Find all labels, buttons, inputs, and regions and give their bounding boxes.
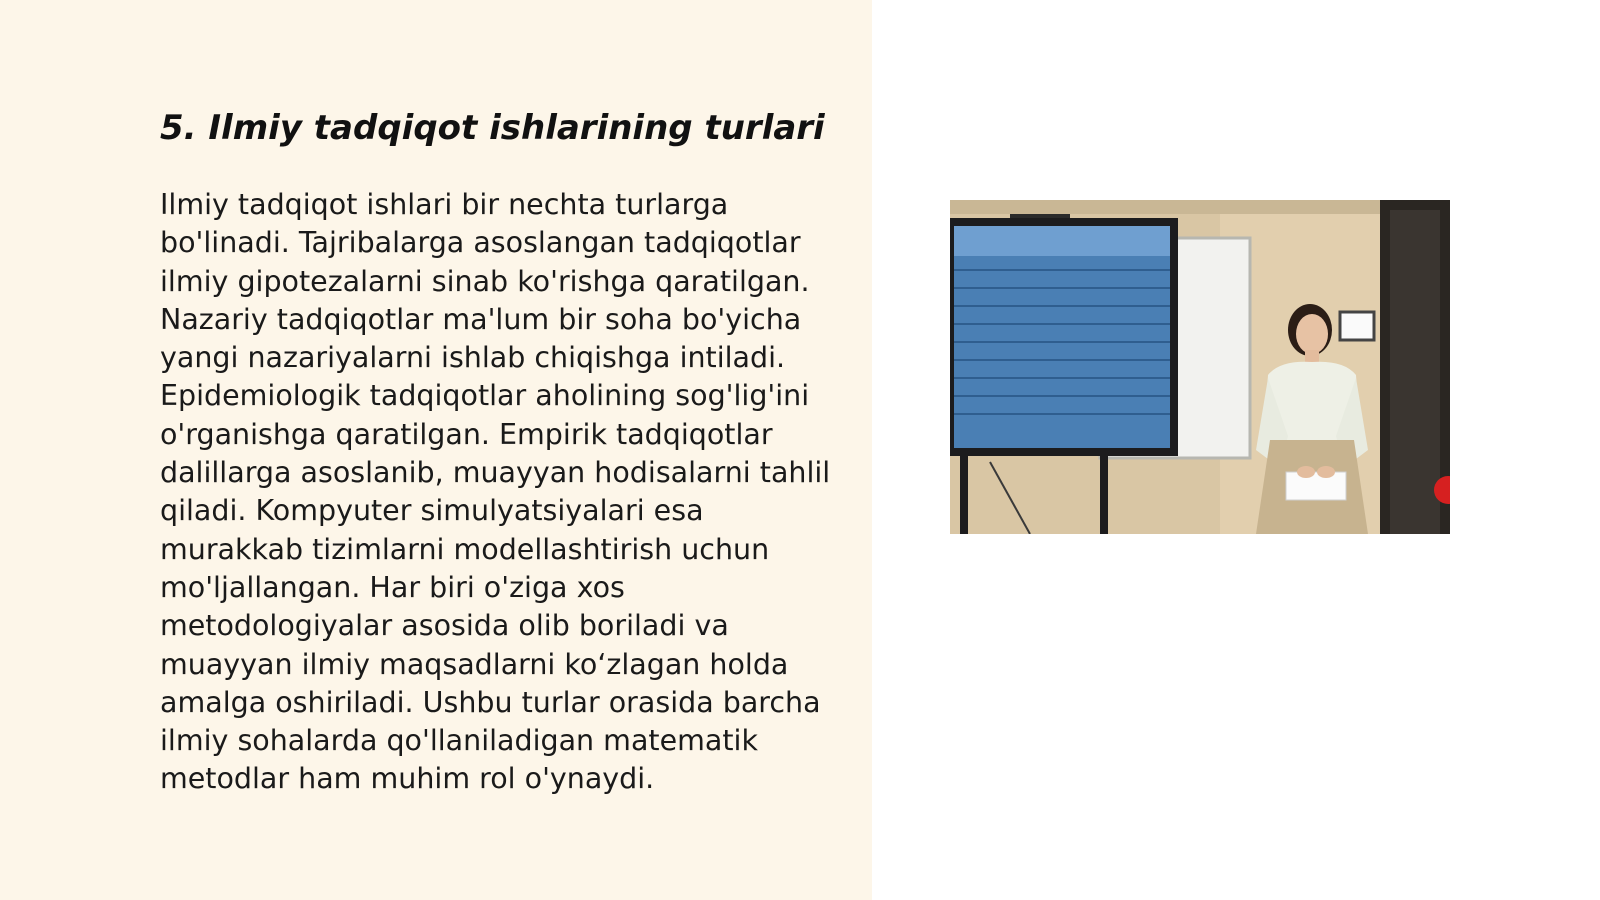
classroom-photo: [950, 200, 1450, 534]
slide-title: 5. Ilmiy tadqiqot ishlarining turlari: [160, 108, 825, 148]
slide-body-text: Ilmiy tadqiqot ishlari bir nechta turlarga bo'linadi. Tajribalarga asoslangan tadqiqotlar ilmiy gipotezalarni sinab ko'rishga qaratilgan. Nazariy tadqiqotlar ma'lum bir soha bo'yicha yangi nazariyalarni ishlab chiqishga intiladi. Epidemiologik tadqiqotlar aholining sog'lig'ini o'rganishga qaratilgan. Empirik tadqiqotlar dalillarga asoslanib, muayyan hodisalarni tahlil qiladi. Kompyuter simulyatsiyalari esa murakkab tizimlarni modellashtirish uchun mo'ljallangan. Har biri o'ziga xos metodologiyalar asosida olib boriladi va muayyan ilmiy maqsadlarni ko‘zlagan holda amalga oshiriladi. Ushbu turlar orasida barcha ilmiy sohalarda qo'llaniladigan matematik metodlar ham muhim rol o'ynaydi.: [160, 188, 831, 796]
classroom-photo-illustration: [950, 200, 1450, 534]
